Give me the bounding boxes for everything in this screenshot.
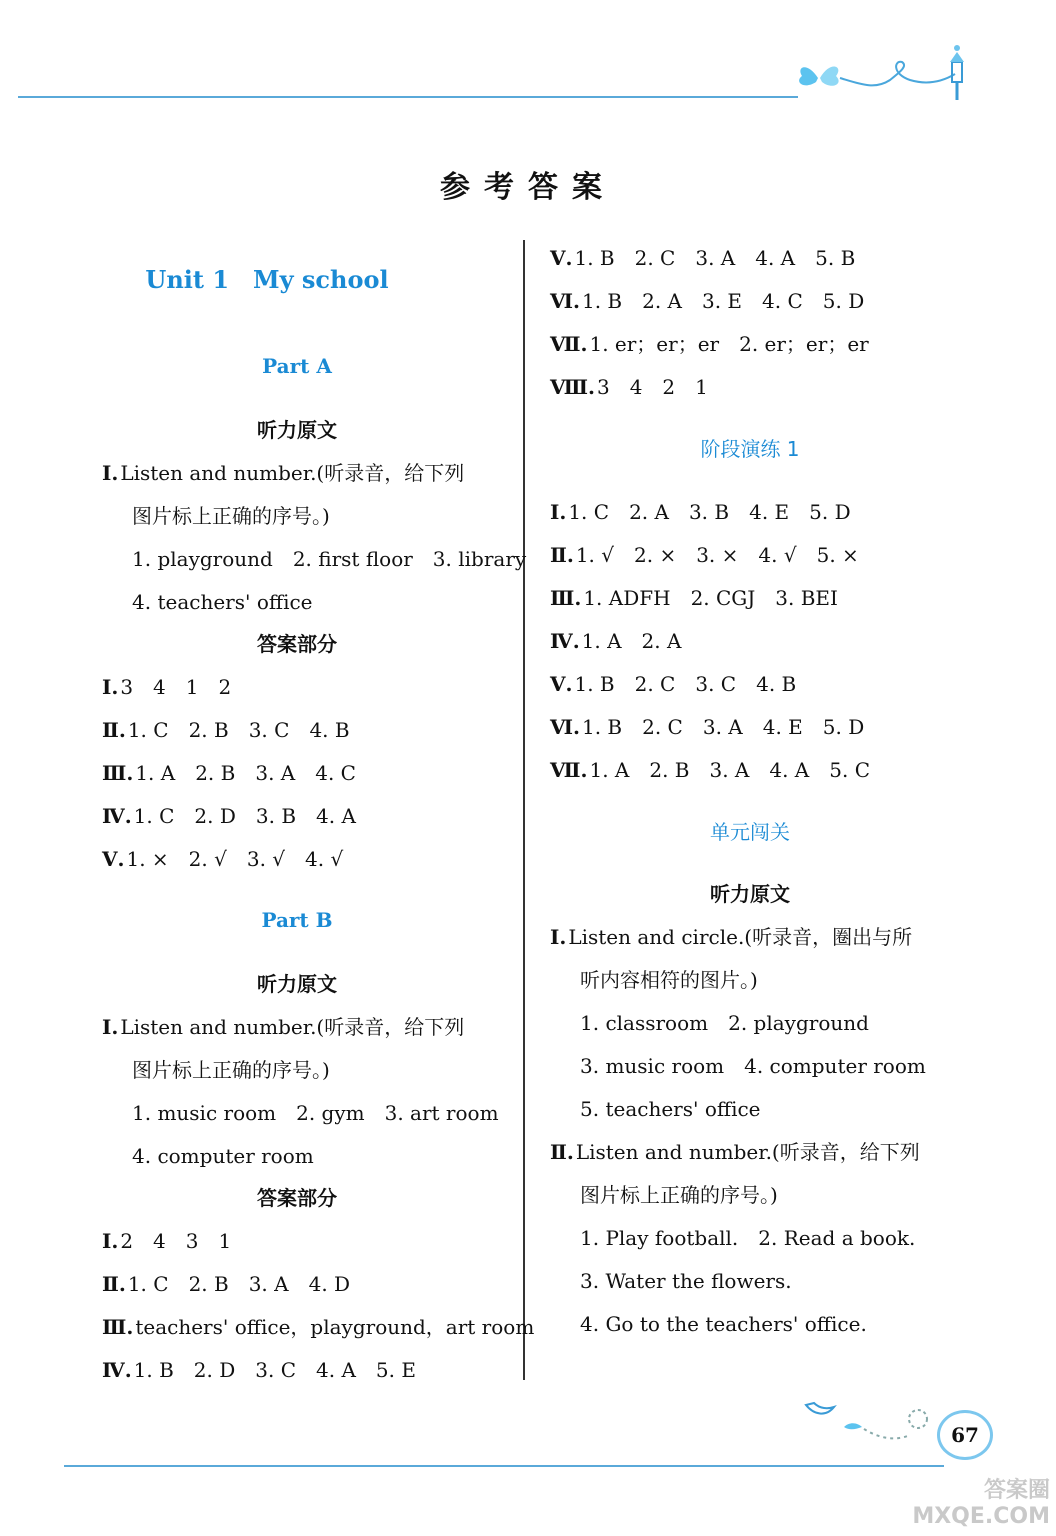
answer-row: Ⅴ. 1. B 2. C 3. A 4. A 5. B xyxy=(550,246,856,270)
part-a-listening-heading: 听力原文 xyxy=(257,418,337,442)
stage-answer-row: Ⅶ. 1. A 2. B 3. A 4. A 5. C xyxy=(550,758,870,782)
part-a-answer-row: Ⅱ. 1. C 2. B 3. C 4. B xyxy=(102,718,350,742)
stage-answer-row: Ⅲ. 1. ADFH 2. CGJ 3. BEI xyxy=(550,586,838,610)
page-title: 参考答案 xyxy=(440,170,616,205)
part-b-answers-heading: 答案部分 xyxy=(257,1186,337,1210)
unit-test-listening-line: Ⅰ. Listen and circle.(听录音，圈出与所 xyxy=(550,925,913,949)
part-a-listening-line: 1. playground 2. first floor 3. library xyxy=(132,547,527,571)
part-b-listening-line: 图片标上正确的序号。) xyxy=(132,1058,330,1082)
part-a-heading: Part A xyxy=(262,354,332,378)
part-b-answer-row: Ⅳ. 1. B 2. D 3. C 4. A 5. E xyxy=(102,1358,416,1382)
unit-test-listening-line: 3. Water the flowers. xyxy=(580,1269,792,1293)
part-a-answers-heading: 答案部分 xyxy=(257,632,337,656)
answer-row: Ⅶ. 1. er；er；er 2. er；er；er xyxy=(550,332,869,356)
unit-title: Unit 1 My school xyxy=(145,265,389,294)
part-b-listening-line: Ⅰ. Listen and number.(听录音，给下列 xyxy=(102,1015,465,1039)
top-rule xyxy=(18,96,798,98)
unit-test-listening-line: 1. Play football. 2. Read a book. xyxy=(580,1226,916,1250)
part-b-answer-row: Ⅱ. 1. C 2. B 3. A 4. D xyxy=(102,1272,351,1296)
part-a-listening-line: Ⅰ. Listen and number.(听录音，给下列 xyxy=(102,461,465,485)
stage-answer-row: Ⅴ. 1. B 2. C 3. C 4. B xyxy=(550,672,797,696)
unit-test-listening-line: 4. Go to the teachers' office. xyxy=(580,1312,867,1336)
part-a-answer-row: Ⅳ. 1. C 2. D 3. B 4. A xyxy=(102,804,356,828)
part-b-listening-line: 1. music room 2. gym 3. art room xyxy=(132,1101,499,1125)
stage-answer-row: Ⅱ. 1. √ 2. × 3. × 4. √ 5. × xyxy=(550,543,859,567)
unit-test-heading: 单元闯关 xyxy=(710,820,790,844)
watermark-logo-text: 答案圈 xyxy=(983,1478,1050,1503)
watermark-logo xyxy=(860,1478,1050,1534)
part-b-listening-line: 4. computer room xyxy=(132,1144,314,1168)
part-b-heading: Part B xyxy=(261,908,333,932)
part-a-listening-line: 4. teachers' office xyxy=(132,590,313,614)
unit-test-listening-heading: 听力原文 xyxy=(710,882,790,906)
bird-decoration-icon xyxy=(800,1395,950,1455)
unit-test-listening-line: 1. classroom 2. playground xyxy=(580,1011,869,1035)
part-a-answer-row: Ⅴ. 1. × 2. √ 3. √ 4. √ xyxy=(102,847,344,871)
column-divider xyxy=(523,240,525,1380)
unit-test-listening-line: 听内容相符的图片。) xyxy=(580,968,758,992)
stage-answer-row: Ⅰ. 1. C 2. A 3. B 4. E 5. D xyxy=(550,500,851,524)
bottom-rule xyxy=(64,1465,944,1467)
page-number: 67 xyxy=(937,1410,993,1460)
answer-row: Ⅵ. 1. B 2. A 3. E 4. C 5. D xyxy=(550,289,865,313)
part-b-listening-heading: 听力原文 xyxy=(257,972,337,996)
part-a-listening-line: 图片标上正确的序号。) xyxy=(132,504,330,528)
part-a-answer-row: Ⅰ. 3 4 1 2 xyxy=(102,675,232,699)
unit-test-listening-line: 3. music room 4. computer room xyxy=(580,1054,926,1078)
part-a-answer-row: Ⅲ. 1. A 2. B 3. A 4. C xyxy=(102,761,356,785)
unit-test-listening-line: 5. teachers' office xyxy=(580,1097,761,1121)
butterfly-lamp-decoration-icon xyxy=(790,40,980,110)
part-b-answer-row: Ⅲ. teachers' office，playground，art room xyxy=(102,1315,535,1339)
unit-test-listening-line: 图片标上正确的序号。) xyxy=(580,1183,778,1207)
stage-practice-heading: 阶段演练 1 xyxy=(700,437,800,461)
watermark-site-text: MXQE.COM xyxy=(912,1504,1050,1529)
unit-test-listening-line: Ⅱ. Listen and number.(听录音，给下列 xyxy=(550,1140,920,1164)
part-b-answer-row: Ⅰ. 2 4 3 1 xyxy=(102,1229,232,1253)
answer-row: Ⅷ. 3 4 2 1 xyxy=(550,375,708,399)
stage-answer-row: Ⅳ. 1. A 2. A xyxy=(550,629,682,653)
stage-answer-row: Ⅵ. 1. B 2. C 3. A 4. E 5. D xyxy=(550,715,865,739)
